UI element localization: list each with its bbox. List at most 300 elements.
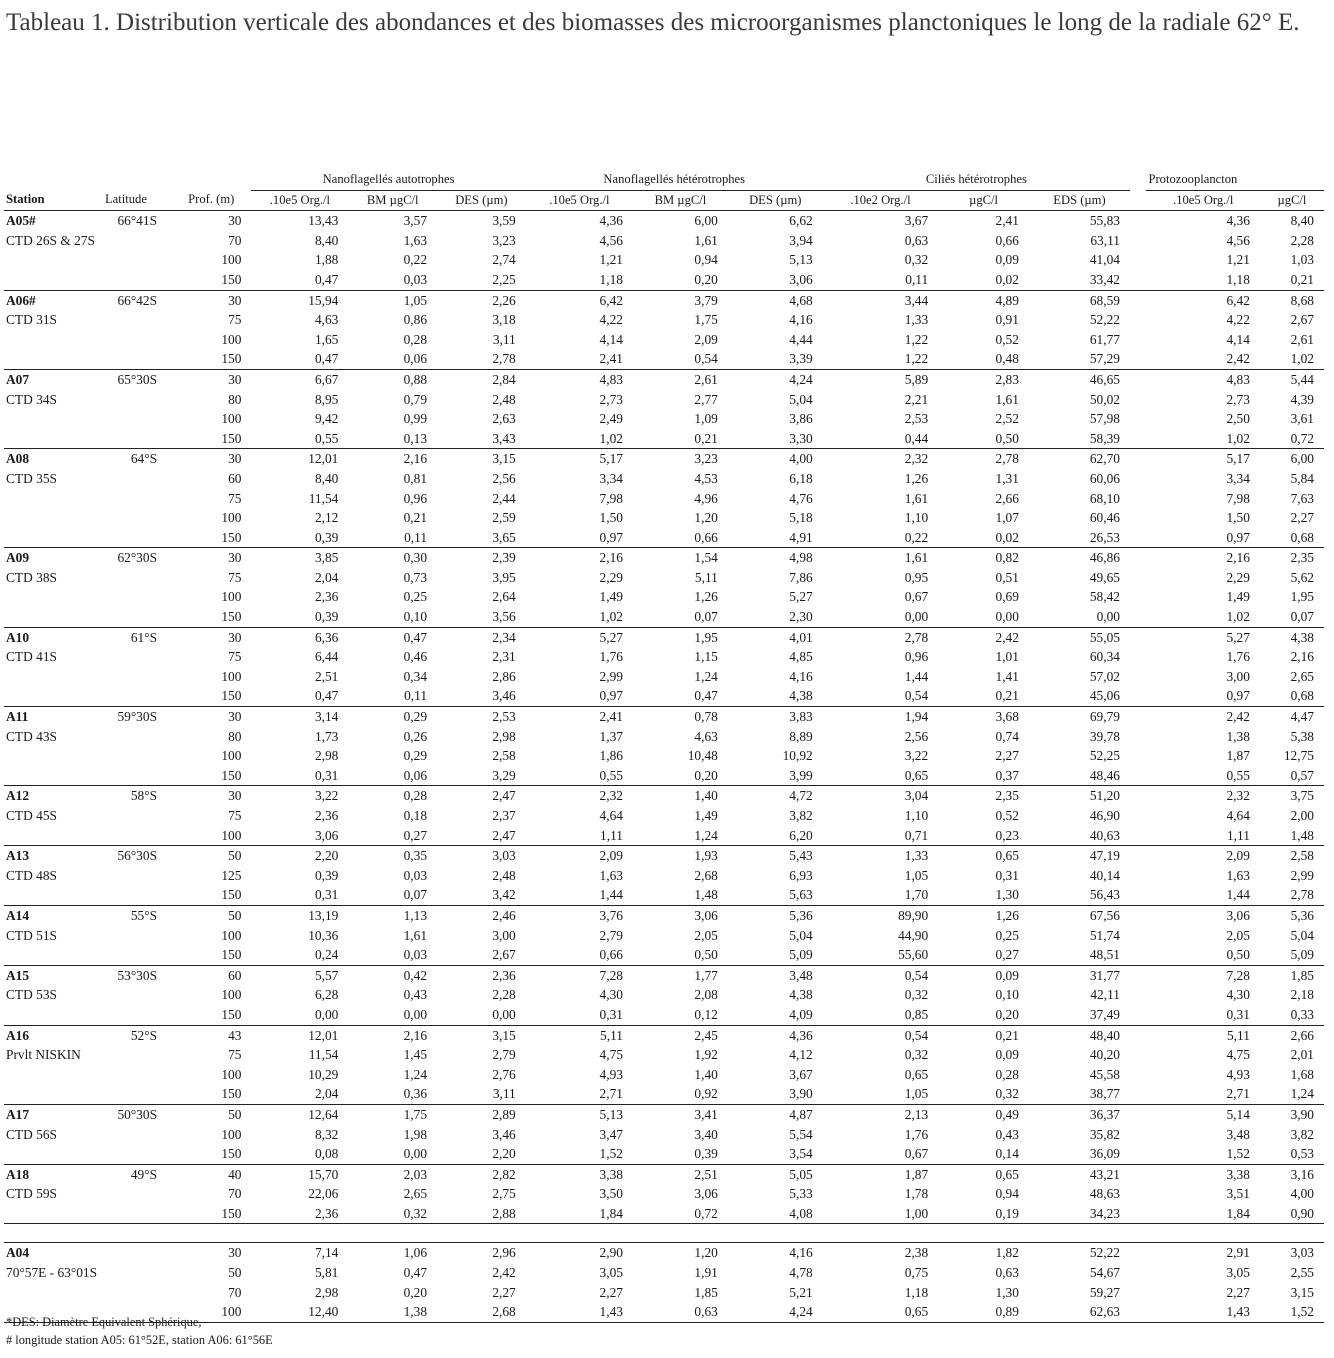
value-cell: 0,34 — [403, 668, 428, 684]
value-cell: 3,99 — [789, 767, 813, 783]
value-cell: 0,39 — [314, 529, 339, 545]
value-cell: 0,28 — [995, 1066, 1019, 1082]
value-cell: 0,66 — [995, 232, 1019, 248]
value-cell: 3,30 — [789, 430, 813, 446]
value-cell: 1,20 — [633, 1243, 728, 1263]
value-cell: 4,00 — [728, 449, 823, 469]
value-cell: 2,26 — [437, 290, 526, 310]
value-cell: 1,61 — [904, 490, 929, 506]
value-cell: 0,97 — [1226, 688, 1250, 704]
value-cell: 6,42 — [1146, 290, 1259, 310]
value-cell: 41,04 — [1089, 252, 1120, 268]
value-cell: 0,39 — [314, 609, 339, 625]
value-cell: 0,52 — [995, 808, 1019, 823]
value-cell: 2,82 — [437, 1164, 526, 1184]
spacer-cell — [1130, 369, 1146, 389]
station-id: A10 — [4, 627, 103, 647]
value-cell: 0,65 — [938, 1164, 1029, 1184]
depth-cell: 150 — [221, 529, 242, 545]
value-cell: 1,49 — [599, 589, 623, 605]
value-cell: 5,43 — [728, 846, 823, 866]
value-cell: 0,67 — [904, 1146, 929, 1162]
value-cell: 2,71 — [599, 1086, 623, 1102]
value-cell: 0,48 — [995, 351, 1019, 367]
empty-cell — [728, 1224, 823, 1243]
value-cell: 0,14 — [995, 1146, 1019, 1162]
table-row — [4, 1084, 1324, 1104]
value-cell: 6,62 — [728, 211, 823, 231]
spacer-cell — [1130, 1184, 1146, 1204]
table-row — [4, 1005, 1324, 1025]
value-cell: 4,00 — [1290, 1186, 1314, 1202]
value-cell: 1,26 — [938, 905, 1029, 925]
value-cell: 3,18 — [492, 312, 516, 328]
empty-cell — [103, 1144, 171, 1164]
value-cell: 3,22 — [904, 748, 929, 764]
col-nh-des: DES (µm) — [728, 190, 823, 211]
value-cell: 2,51 — [633, 1164, 728, 1184]
value-cell: 2,78 — [823, 627, 938, 647]
value-cell: 0,97 — [599, 529, 623, 545]
value-cell: 38,77 — [1089, 1086, 1120, 1102]
value-cell: 2,67 — [492, 947, 516, 963]
value-cell: 2,75 — [492, 1186, 516, 1202]
empty-cell — [938, 1224, 1029, 1243]
table-row — [4, 1104, 1324, 1124]
table-caption: Tableau 1. Distribution verticale des abondances et des biomasses des microorganismes planctoniques le long de la radiale 62° E. — [6, 9, 1300, 36]
value-cell: 2,78 — [1290, 887, 1314, 903]
value-cell: 2,35 — [938, 786, 1029, 806]
depth-cell: 70 — [228, 1186, 242, 1202]
value-cell: 2,08 — [694, 987, 718, 1003]
value-cell: 2,29 — [599, 569, 623, 585]
value-cell: 12,01 — [251, 449, 348, 469]
value-cell: 2,31 — [492, 649, 516, 665]
value-cell: 0,28 — [348, 786, 437, 806]
depth-cell: 150 — [221, 1006, 242, 1022]
value-cell: 5,27 — [1146, 627, 1259, 647]
value-cell: 3,15 — [437, 1025, 526, 1045]
value-cell: 60,46 — [1089, 510, 1120, 526]
value-cell: 4,72 — [728, 786, 823, 806]
value-cell: 48,46 — [1089, 767, 1120, 783]
spacer-cell — [1130, 746, 1146, 766]
empty-cell — [103, 885, 171, 905]
value-cell: 0,32 — [403, 1205, 428, 1221]
value-cell: 1,22 — [904, 331, 929, 347]
empty-cell — [103, 945, 171, 965]
table-row — [4, 568, 1324, 588]
value-cell: 1,88 — [314, 252, 339, 268]
value-cell: 0,29 — [348, 707, 437, 727]
value-cell: 68,10 — [1089, 490, 1120, 506]
spacer-cell — [1130, 1164, 1146, 1184]
value-cell: 2,27 — [492, 1284, 516, 1300]
value-cell: 3,48 — [1226, 1126, 1250, 1142]
value-cell: 40,63 — [1089, 827, 1120, 843]
depth-cell: 50 — [171, 905, 251, 925]
value-cell: 1,76 — [599, 649, 623, 665]
value-cell: 3,94 — [789, 232, 813, 248]
value-cell: 5,27 — [526, 627, 633, 647]
value-cell: 1,22 — [904, 351, 929, 367]
empty-cell — [4, 766, 103, 786]
value-cell: 0,35 — [348, 846, 437, 866]
table-row — [4, 885, 1324, 905]
depth-cell: 150 — [221, 1146, 242, 1162]
value-cell: 69,79 — [1029, 707, 1130, 727]
empty-cell — [103, 528, 171, 548]
value-cell: 4,75 — [1226, 1047, 1250, 1063]
station-subtitle: CTD 48S — [6, 867, 57, 883]
value-cell: 1,40 — [633, 786, 728, 806]
value-cell: 1,02 — [599, 430, 623, 446]
depth-cell: 80 — [228, 391, 242, 407]
table-row — [4, 746, 1324, 766]
station-latitude: 50°30S — [103, 1104, 171, 1124]
spacer-cell — [1130, 409, 1146, 429]
value-cell: 0,67 — [904, 589, 929, 605]
value-cell: 0,54 — [823, 1025, 938, 1045]
value-cell: 0,54 — [823, 965, 938, 985]
spacer-cell — [1130, 727, 1146, 747]
value-cell: 2,42 — [1146, 707, 1259, 727]
value-cell: 0,10 — [995, 987, 1019, 1003]
spacer-cell — [1130, 528, 1146, 548]
empty-cell — [4, 1144, 103, 1164]
value-cell: 3,04 — [823, 786, 938, 806]
value-cell: 0,57 — [1290, 767, 1314, 783]
value-cell: 2,91 — [1146, 1243, 1259, 1263]
value-cell: 5,09 — [1290, 947, 1314, 963]
value-cell: 2,73 — [599, 391, 623, 407]
value-cell: 3,79 — [633, 290, 728, 310]
value-cell: 1,68 — [1290, 1066, 1314, 1082]
spacer-cell — [1130, 270, 1146, 290]
value-cell: 5,89 — [823, 369, 938, 389]
value-cell: 1,09 — [694, 411, 718, 427]
depth-cell: 80 — [228, 728, 242, 744]
column-header-row — [4, 190, 1324, 211]
value-cell: 62,70 — [1029, 449, 1130, 469]
col-station: Station — [4, 190, 103, 211]
value-cell: 0,28 — [403, 331, 428, 347]
value-cell: 26,53 — [1089, 529, 1120, 545]
depth-cell: 100 — [221, 1126, 242, 1142]
value-cell: 0,85 — [904, 1006, 929, 1022]
value-cell: 0,21 — [1290, 271, 1314, 287]
value-cell: 50,02 — [1089, 391, 1120, 407]
empty-cell — [437, 1224, 526, 1243]
table-row — [4, 667, 1324, 687]
value-cell: 2,45 — [633, 1025, 728, 1045]
value-cell: 43,21 — [1029, 1164, 1130, 1184]
empty-cell — [103, 489, 171, 509]
empty-cell — [4, 349, 103, 369]
table-row — [4, 707, 1324, 727]
value-cell: 2,52 — [995, 411, 1019, 427]
value-cell: 4,47 — [1260, 707, 1324, 727]
value-cell: 2,38 — [823, 1243, 938, 1263]
value-cell: 2,89 — [437, 1104, 526, 1124]
value-cell: 0,20 — [694, 767, 718, 783]
value-cell: 1,33 — [823, 846, 938, 866]
value-cell: 1,85 — [1260, 965, 1324, 985]
value-cell: 2,13 — [823, 1104, 938, 1124]
data-table — [4, 170, 1324, 1323]
value-cell: 1,37 — [599, 728, 623, 744]
value-cell: 2,09 — [1146, 846, 1259, 866]
value-cell: 0,51 — [995, 569, 1019, 585]
spacer-cell — [1130, 211, 1146, 231]
value-cell: 2,84 — [437, 369, 526, 389]
station-latitude: 61°S — [103, 627, 171, 647]
spacer-cell — [1130, 349, 1146, 369]
empty-cell — [4, 587, 103, 607]
value-cell: 47,19 — [1029, 846, 1130, 866]
spacer-cell — [1130, 985, 1146, 1005]
value-cell: 2,99 — [599, 668, 623, 684]
spacer-cell — [1130, 469, 1146, 489]
value-cell: 1,87 — [823, 1164, 938, 1184]
value-cell: 2,65 — [1290, 668, 1314, 684]
value-cell: 3,23 — [492, 232, 516, 248]
value-cell: 5,21 — [789, 1284, 813, 1300]
value-cell: 6,93 — [789, 867, 813, 883]
value-cell: 4,22 — [599, 312, 623, 328]
empty-cell — [103, 1224, 171, 1243]
value-cell: 4,89 — [938, 290, 1029, 310]
value-cell: 0,50 — [694, 947, 718, 963]
value-cell: 2,16 — [1290, 649, 1314, 665]
value-cell: 4,87 — [728, 1104, 823, 1124]
value-cell: 0,47 — [314, 688, 339, 704]
value-cell: 0,32 — [995, 1086, 1019, 1102]
value-cell: 2,04 — [314, 569, 339, 585]
value-cell: 2,20 — [492, 1146, 516, 1162]
value-cell: 2,12 — [314, 510, 339, 526]
value-cell: 0,47 — [403, 1265, 428, 1281]
empty-cell — [103, 508, 171, 528]
value-cell: 1,10 — [904, 510, 929, 526]
depth-cell: 50 — [228, 1265, 242, 1281]
table-row — [4, 905, 1324, 925]
spacer-cell — [1130, 826, 1146, 846]
value-cell: 2,77 — [694, 391, 718, 407]
value-cell: 55,05 — [1029, 627, 1130, 647]
value-cell: 3,76 — [526, 905, 633, 925]
value-cell: 1,24 — [694, 827, 718, 843]
station-subtitle: CTD 43S — [6, 728, 57, 744]
empty-cell — [4, 607, 103, 627]
value-cell: 4,14 — [1226, 331, 1250, 347]
value-cell: 0,52 — [995, 331, 1019, 347]
value-cell: 0,73 — [403, 569, 428, 585]
value-cell: 2,32 — [1146, 786, 1259, 806]
value-cell: 3,22 — [251, 786, 348, 806]
empty-cell — [103, 429, 171, 449]
value-cell: 0,94 — [694, 252, 718, 268]
value-cell: 4,36 — [728, 1025, 823, 1045]
value-cell: 3,11 — [492, 331, 516, 347]
col-ci-biomass: µgC/l — [938, 190, 1029, 211]
value-cell: 2,76 — [492, 1066, 516, 1082]
depth-cell: 40 — [171, 1164, 251, 1184]
value-cell: 3,83 — [728, 707, 823, 727]
empty-cell — [4, 409, 103, 429]
value-cell: 0,66 — [694, 529, 718, 545]
value-cell: 0,75 — [904, 1265, 929, 1281]
value-cell: 4,01 — [728, 627, 823, 647]
value-cell: 0,03 — [403, 867, 428, 883]
value-cell: 1,61 — [995, 391, 1019, 407]
value-cell: 2,78 — [938, 449, 1029, 469]
depth-cell: 50 — [171, 1104, 251, 1124]
empty-cell — [103, 330, 171, 350]
value-cell: 0,19 — [995, 1205, 1019, 1221]
spacer-cell — [1130, 330, 1146, 350]
value-cell: 3,29 — [492, 767, 516, 783]
empty-cell — [1260, 1224, 1324, 1243]
value-cell: 0,36 — [403, 1086, 428, 1102]
value-cell: 42,11 — [1090, 987, 1120, 1003]
depth-cell: 75 — [228, 569, 242, 585]
value-cell: 5,84 — [1290, 470, 1314, 486]
table-row — [4, 469, 1324, 489]
station-id: A11 — [4, 707, 103, 727]
depth-cell: 100 — [221, 827, 242, 843]
value-cell: 1,61 — [403, 927, 428, 943]
depth-cell: 50 — [171, 846, 251, 866]
value-cell: 60,34 — [1089, 649, 1120, 665]
station-latitude: 55°S — [103, 905, 171, 925]
value-cell: 1,02 — [599, 609, 623, 625]
value-cell: 3,46 — [492, 688, 516, 704]
value-cell: 4,38 — [1260, 627, 1324, 647]
value-cell: 4,14 — [599, 331, 623, 347]
value-cell: 2,42 — [938, 627, 1029, 647]
spacer-cell — [1130, 667, 1146, 687]
value-cell: 2,71 — [1226, 1086, 1250, 1102]
spacer-cell — [1130, 231, 1146, 251]
data-table-container — [4, 170, 1324, 1323]
table-row — [4, 1204, 1324, 1224]
station-id: A13 — [4, 846, 103, 866]
spacer-cell — [1130, 647, 1146, 667]
value-cell: 48,51 — [1089, 947, 1120, 963]
value-cell: 0,21 — [403, 510, 428, 526]
empty-cell — [4, 1283, 103, 1303]
value-cell: 68,59 — [1029, 290, 1130, 310]
depth-cell: 100 — [221, 331, 242, 347]
station-latitude: 62°30S — [103, 548, 171, 568]
value-cell: 0,00 — [314, 1006, 339, 1022]
table-row — [4, 349, 1324, 369]
value-cell: 2,28 — [492, 987, 516, 1003]
value-cell: 5,33 — [789, 1186, 813, 1202]
value-cell: 0,24 — [314, 947, 339, 963]
value-cell: 2,61 — [1290, 331, 1314, 347]
value-cell: 10,48 — [687, 748, 718, 764]
station-latitude: 66°41S — [103, 211, 171, 231]
value-cell: 0,63 — [904, 232, 929, 248]
value-cell: 1,24 — [694, 668, 718, 684]
value-cell: 0,29 — [403, 748, 428, 764]
value-cell: 0,39 — [694, 1146, 718, 1162]
depth-cell: 30 — [171, 1243, 251, 1263]
value-cell: 0,88 — [348, 369, 437, 389]
station-latitude: 65°30S — [103, 369, 171, 389]
empty-cell — [4, 1204, 103, 1224]
value-cell: 33,42 — [1089, 271, 1120, 287]
value-cell: 0,55 — [1226, 767, 1250, 783]
spacer-cell — [1130, 548, 1146, 568]
value-cell: 1,11 — [1226, 827, 1250, 843]
value-cell: 40,14 — [1089, 867, 1120, 883]
value-cell: 8,95 — [314, 391, 339, 407]
value-cell: 2,98 — [492, 728, 516, 744]
value-cell: 6,67 — [251, 369, 348, 389]
value-cell: 0,03 — [403, 271, 428, 287]
value-cell: 3,90 — [1260, 1104, 1324, 1124]
empty-cell — [103, 1084, 171, 1104]
value-cell: 5,09 — [789, 947, 813, 963]
value-cell: 1,05 — [348, 290, 437, 310]
value-cell: 0,00 — [492, 1006, 516, 1022]
value-cell: 4,39 — [1290, 391, 1314, 407]
table-row — [4, 1025, 1324, 1045]
depth-cell: 100 — [221, 252, 242, 268]
value-cell: 52,25 — [1089, 748, 1120, 764]
value-cell: 1,86 — [599, 748, 623, 764]
value-cell: 8,40 — [1260, 211, 1324, 231]
station-subtitle: Prvlt NISKIN — [6, 1047, 81, 1063]
empty-cell — [4, 429, 103, 449]
value-cell: 0,32 — [904, 1047, 929, 1063]
value-cell: 5,13 — [526, 1104, 633, 1124]
footnote-des: *DES: Diamètre Equivalent Sphérique, — [6, 1315, 202, 1329]
empty-cell — [4, 746, 103, 766]
value-cell: 34,23 — [1089, 1205, 1120, 1221]
empty-cell — [1146, 1224, 1259, 1243]
value-cell: 5,14 — [1146, 1104, 1259, 1124]
spacer-cell — [1130, 508, 1146, 528]
value-cell: 3,40 — [694, 1126, 718, 1142]
value-cell: 0,91 — [995, 312, 1019, 328]
value-cell: 15,94 — [251, 290, 348, 310]
value-cell: 0,97 — [599, 688, 623, 704]
value-cell: 0,72 — [694, 1205, 718, 1221]
value-cell: 0,31 — [599, 1006, 623, 1022]
value-cell: 2,09 — [694, 331, 718, 347]
station-latitude: 53°30S — [103, 965, 171, 985]
station-id: A06# — [4, 290, 103, 310]
value-cell: 0,49 — [938, 1104, 1029, 1124]
value-cell: 5,36 — [1260, 905, 1324, 925]
empty-cell — [171, 1224, 251, 1243]
empty-cell — [4, 1224, 103, 1243]
value-cell: 2,59 — [492, 510, 516, 526]
value-cell: 0,11 — [404, 529, 428, 545]
value-cell: 2,53 — [437, 707, 526, 727]
depth-cell: 100 — [221, 987, 242, 1003]
value-cell: 2,66 — [1260, 1025, 1324, 1045]
empty-cell — [4, 330, 103, 350]
value-cell: 0,47 — [694, 688, 718, 704]
value-cell: 3,23 — [633, 449, 728, 469]
spacer-cell — [1130, 846, 1146, 866]
spacer-cell — [1130, 965, 1146, 985]
